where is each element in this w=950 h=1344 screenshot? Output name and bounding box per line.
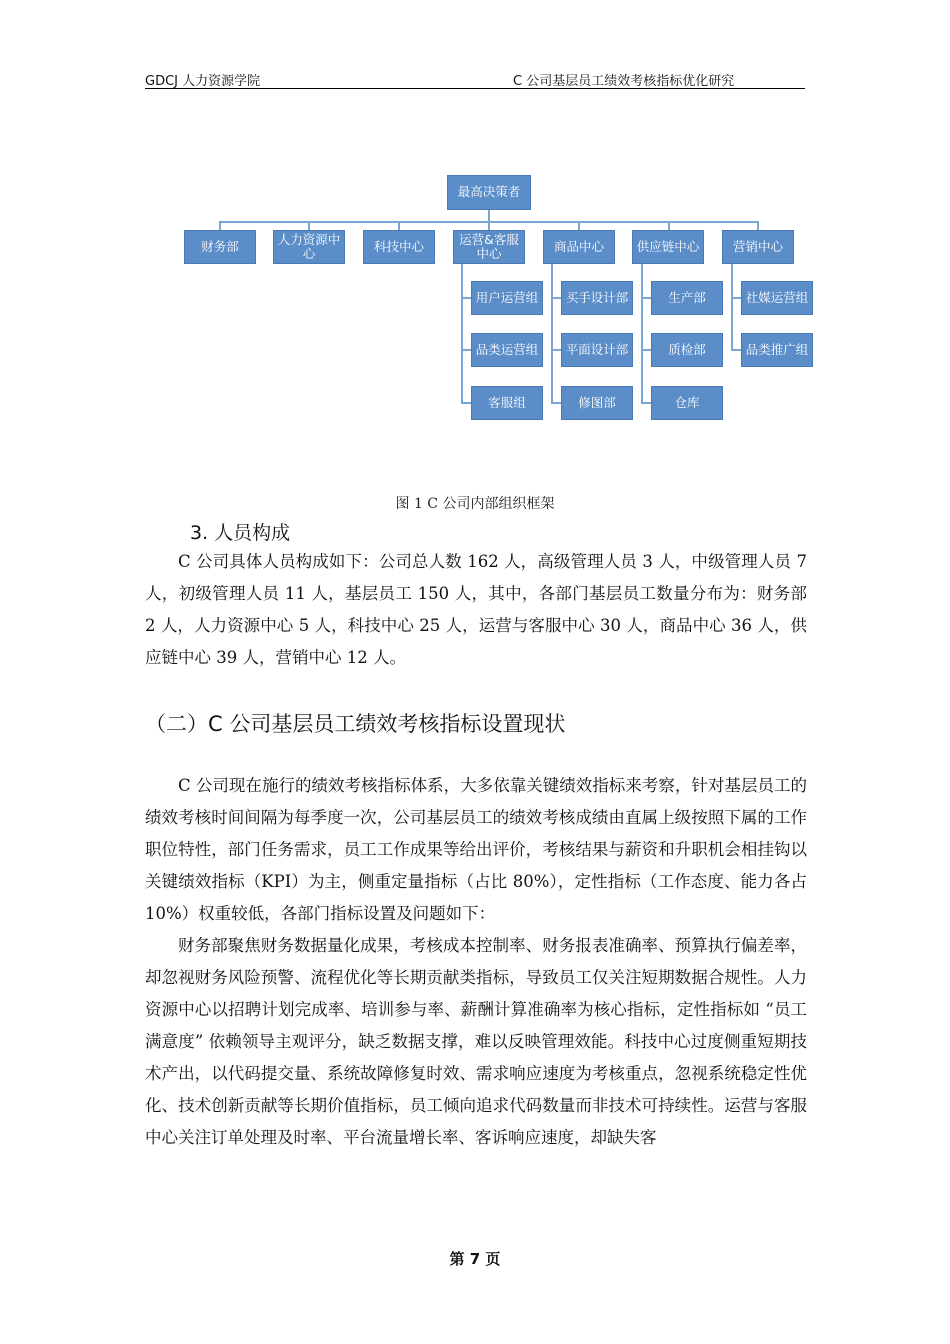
- org-node-department: 运营&客服中心: [453, 230, 525, 264]
- connector: [641, 264, 643, 403]
- org-node-department: 人力资源中心: [273, 230, 345, 264]
- org-node-group: 修图部: [561, 386, 633, 420]
- paragraph-text: 财务部聚焦财务数据量化成果，考核成本控制率、财务报表准确率、预算执行偏差率，却忽视财务风险预警、流程优化等长期贡献类指标，导致员工仅关注短期数据合规性。人力资源中心以招聘计划完成率、培训参与率、薪酬计算准确率为核心指标，定性指标如 “员工满意度” 依赖领导主观评分，缺乏数据支撑，难以反映管理效能。科技中心过度侧重短期技术产出，以代码提交量、系统故障修复时效、需求响应速度为考核重点，忽视系统稳定性优化、技术创新贡献等长期价值指标，员工倾向追求代码数量而非技术可持续性。运营与客服中心关注订单处理及时率、平台流量增长率、客诉响应速度，却缺失客: [145, 936, 807, 1147]
- connector: [551, 349, 561, 351]
- org-node-department: 商品中心: [543, 230, 615, 264]
- org-node-group: 买手设计部: [561, 281, 633, 315]
- connector: [757, 221, 759, 230]
- org-node-group: 平面设计部: [561, 333, 633, 367]
- org-node-group: 质检部: [651, 333, 723, 367]
- connector: [461, 264, 463, 403]
- connector: [551, 402, 561, 404]
- connector: [641, 297, 651, 299]
- org-node-department: 财务部: [184, 230, 256, 264]
- chapter-heading: （二）C 公司基层员工绩效考核指标设置现状: [145, 712, 566, 736]
- connector: [461, 402, 471, 404]
- org-node-group: 用户运营组: [471, 281, 543, 315]
- connector: [641, 349, 651, 351]
- connector: [308, 221, 310, 230]
- connector: [398, 221, 400, 230]
- connector: [551, 264, 553, 403]
- org-node-group: 品类推广组: [741, 333, 813, 367]
- figure-caption: 图 1 C 公司内部组织框架: [395, 496, 555, 512]
- paragraph-text: C 公司具体人员构成如下：公司总人数 162 人，高级管理人员 3 人，中级管理人员 7 人，初级管理人员 11 人，基层员工 150 人，其中，各部门基层员工数量分布为：财务部 2 人，人力资源中心 5 人，科技中心 25 人，运营与客服中心 30 人，商品中心 36 人，供应链中心 39 人，营销中心 12 人。: [145, 552, 807, 667]
- connector: [461, 349, 471, 351]
- org-node-group: 生产部: [651, 281, 723, 315]
- connector: [731, 349, 741, 351]
- connector: [731, 264, 733, 351]
- connector: [641, 402, 651, 404]
- body-paragraph: [145, 546, 807, 674]
- section-heading: 3. 人员构成: [190, 522, 291, 544]
- org-node-department: 营销中心: [722, 230, 794, 264]
- paragraph-text: C 公司现在施行的绩效考核指标体系，大多依靠关键绩效指标来考察，针对基层员工的绩效考核时间间隔为每季度一次，公司基层员工的绩效考核成绩由直属上级按照下属的工作职位特性，部门任务需求，员工工作成果等给出评价，考核结果与薪资和升职机会相挂钩以关键绩效指标（KPI）为主，侧重定量指标（占比 80%），定性指标（工作态度、能力各占 10%）权重较低，各部门指标设置及问题如下：: [145, 776, 807, 923]
- org-node-group: 仓库: [651, 386, 723, 420]
- org-node-department: 科技中心: [363, 230, 435, 264]
- page-number: 第 7 页: [449, 1250, 501, 1268]
- connector: [668, 221, 670, 230]
- connector: [551, 297, 561, 299]
- body-paragraphs: [145, 770, 807, 1154]
- connector: [461, 297, 471, 299]
- header-left: GDCJ 人力资源学院: [145, 74, 261, 89]
- org-node-top: 最高决策者: [447, 175, 531, 210]
- connector: [219, 221, 221, 230]
- connector: [578, 221, 580, 230]
- org-chart: [0, 0, 950, 480]
- header-right: C 公司基层员工绩效考核指标优化研究: [513, 74, 735, 89]
- org-node-group: 客服组: [471, 386, 543, 420]
- connector: [731, 297, 741, 299]
- org-node-group: 社媒运营组: [741, 281, 813, 315]
- org-node-department: 供应链中心: [632, 230, 704, 264]
- connector: [488, 221, 490, 230]
- org-node-group: 品类运营组: [471, 333, 543, 367]
